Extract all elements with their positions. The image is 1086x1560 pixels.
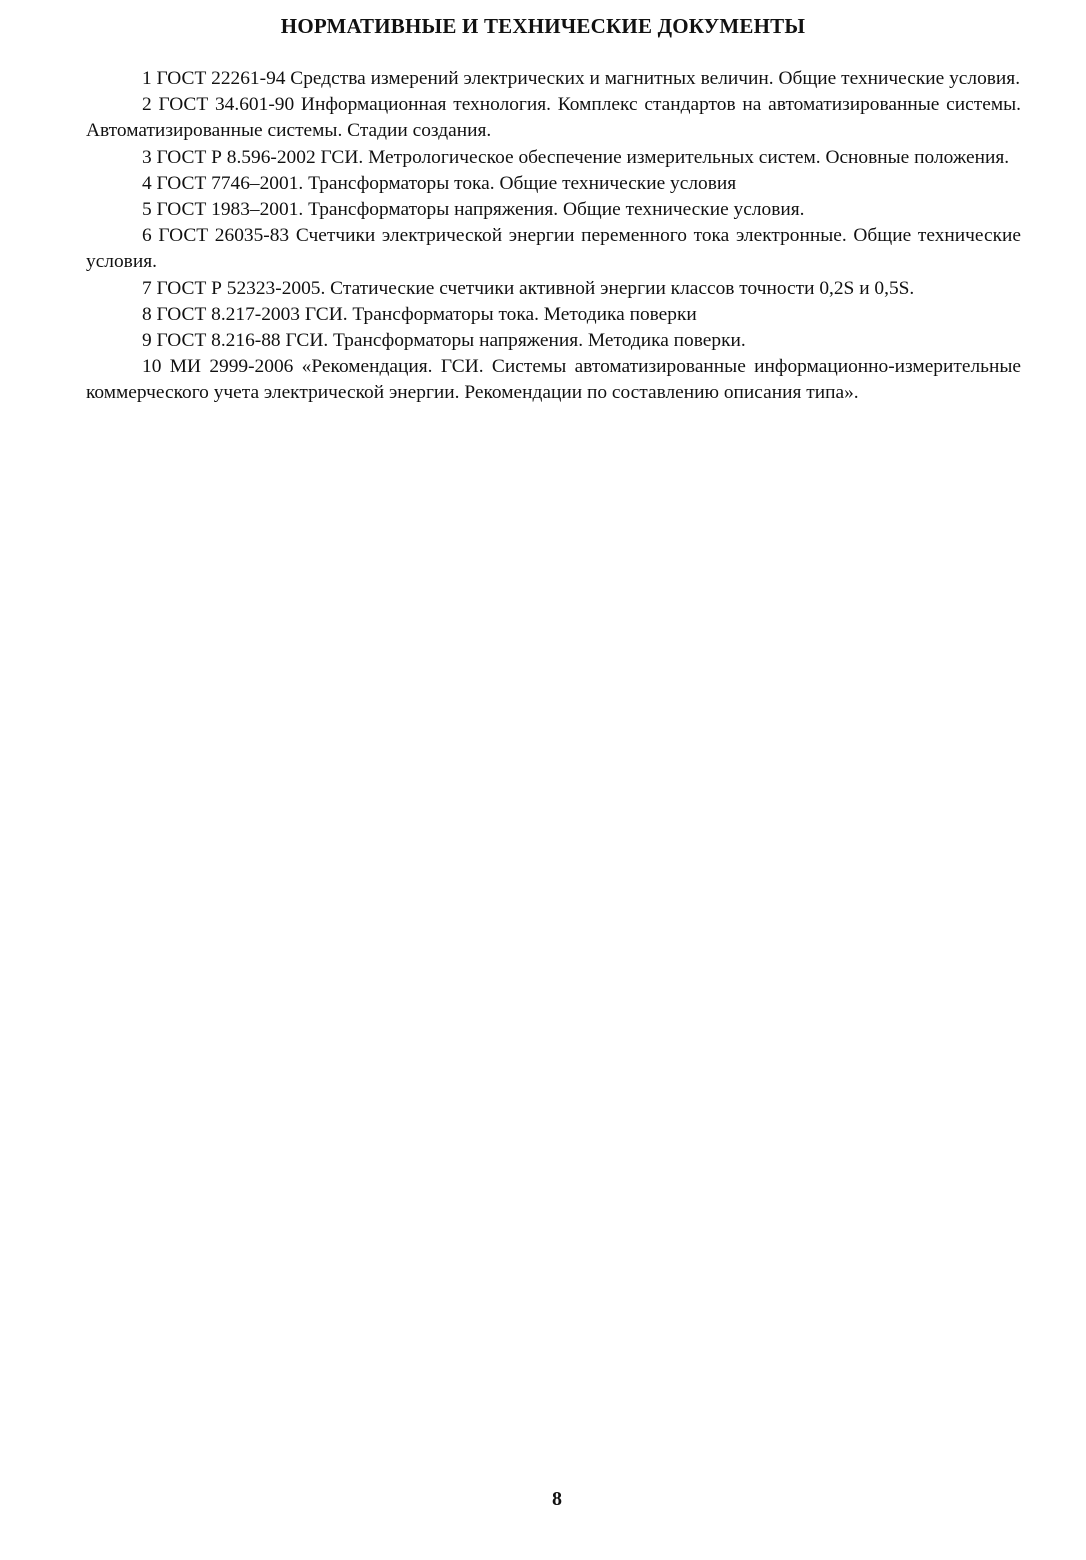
list-item: 2 ГОСТ 34.601-90 Информационная технология. Комплекс стандартов на автоматизированные системы. Автоматизированные системы. Стадии создания. bbox=[86, 94, 1021, 142]
page-title: НОРМАТИВНЫЕ И ТЕХНИЧЕСКИЕ ДОКУМЕНТЫ bbox=[280, 14, 806, 38]
list-item: 4 ГОСТ 7746–2001. Трансформаторы тока. Общие технические условия bbox=[142, 172, 737, 194]
list-item: 10 МИ 2999-2006 «Рекомендация. ГСИ. Системы автоматизированные информационно-измерительные коммерческого учета электрической энергии. Рекомендации по составлению описания типа». bbox=[86, 356, 1021, 404]
list-item: 8 ГОСТ 8.217-2003 ГСИ. Трансформаторы тока. Методика поверки bbox=[142, 303, 697, 325]
page-number: 8 bbox=[552, 1488, 562, 1510]
list-item: 3 ГОСТ Р 8.596-2002 ГСИ. Метрологическое обеспечение измерительных систем. Основные положения. bbox=[142, 146, 1010, 168]
list-item: 1 ГОСТ 22261-94 Средства измерений электрических и магнитных величин. Общие технические условия. bbox=[142, 68, 1021, 89]
list-item: 9 ГОСТ 8.216-88 ГСИ. Трансформаторы напряжения. Методика поверки. bbox=[142, 330, 746, 352]
list-item: 6 ГОСТ 26035-83 Счетчики электрической энергии переменного тока электронные. Общие технические условия. bbox=[86, 225, 1021, 273]
list-item: 5 ГОСТ 1983–2001. Трансформаторы напряжения. Общие технические условия. bbox=[142, 199, 805, 221]
list-item: 7 ГОСТ Р 52323-2005. Статические счетчики активной энергии классов точности 0,2S и 0,5S. bbox=[142, 277, 915, 299]
document-list bbox=[86, 66, 1021, 407]
